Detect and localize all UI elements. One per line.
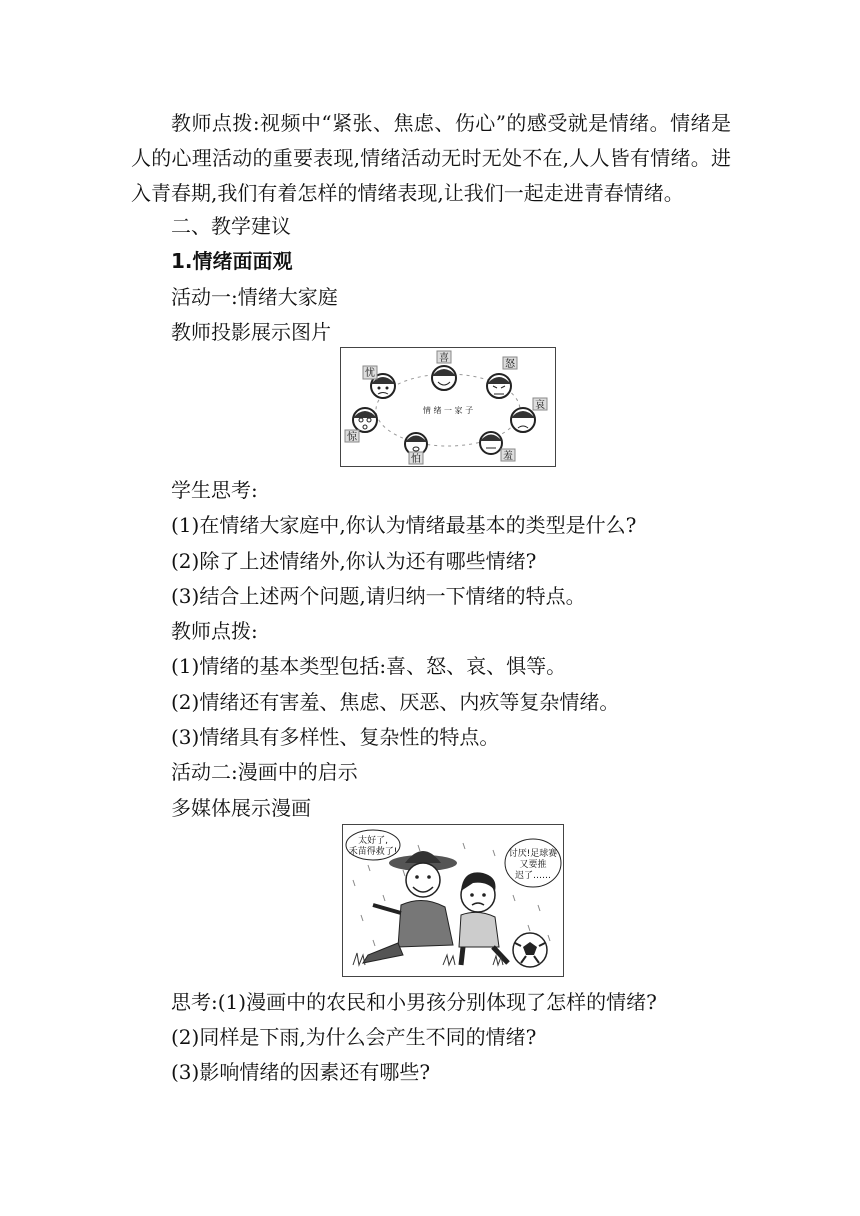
boy-bubble-line3: 迟了……: [514, 871, 552, 881]
label-alarm: 惊: [347, 432, 357, 443]
boy-bubble-line1: 讨厌!足球赛: [508, 849, 558, 859]
answer-2: (2)情绪还有害羞、焦虑、厌恶、内疚等复杂情绪。: [171, 690, 620, 714]
activity1-instruction: 教师投影展示图片: [171, 320, 331, 344]
label-fear: 怕: [411, 454, 421, 465]
label-sorrow: 哀: [535, 400, 545, 411]
label-joy: 喜: [439, 353, 449, 364]
activity2-question-2: (2)同样是下雨,为什么会产生不同的情绪?: [171, 1025, 537, 1049]
farmer-figure: [363, 851, 457, 963]
intro-paragraph: 教师点拨:视频中“紧张、焦虑、伤心”的感受就是情绪。情绪是人的心理活动的重要表现,情绪活动无时无处不在,人人皆有情绪。进入青春期,我们有着怎样的情绪表现,让我们一起走进青春情绪。: [131, 111, 731, 205]
answer-1: (1)情绪的基本类型包括:喜、怒、哀、惧等。: [171, 654, 567, 678]
shame-face-icon: [480, 432, 502, 454]
activity2-question-3: (3)影响情绪的因素还有哪些?: [171, 1060, 431, 1084]
joy-face-icon: [432, 366, 456, 390]
teacher-prompt: 教师点拨:: [171, 619, 258, 643]
farmer-bubble-line1: 太好了,: [358, 836, 388, 846]
activity2-instruction: 多媒体展示漫画: [171, 796, 311, 820]
boy-figure: [459, 872, 508, 965]
anger-face-icon: [487, 374, 511, 398]
rain-comic-figure: [342, 824, 564, 977]
center-text: 情 绪 一 家 子: [422, 406, 474, 415]
label-worry: 忧: [365, 368, 375, 379]
label-shame: 羞: [503, 451, 513, 462]
alarm-face-icon: [353, 408, 377, 432]
student-prompt: 学生思考:: [171, 478, 258, 502]
subheading: 1.情绪面面观: [171, 249, 293, 273]
question-3: (3)结合上述两个问题,请归纳一下情绪的特点。: [171, 584, 586, 608]
section-heading: 二、教学建议: [171, 214, 291, 238]
question-2: (2)除了上述情绪外,你认为还有哪些情绪?: [171, 549, 537, 573]
boy-bubble-line2: 又要推: [519, 860, 547, 870]
sorrow-face-icon: [511, 408, 535, 432]
answer-3: (3)情绪具有多样性、复杂性的特点。: [171, 725, 500, 749]
label-anger: 怒: [505, 359, 515, 370]
soccer-ball-icon: [513, 933, 547, 967]
question-1: (1)在情绪大家庭中,你认为情绪最基本的类型是什么?: [171, 513, 637, 537]
farmer-bubble-line2: 禾苗得救了!: [348, 847, 398, 857]
activity2-question-1: 思考:(1)漫画中的农民和小男孩分别体现了怎样的情绪?: [171, 990, 657, 1014]
activity2-title: 活动二:漫画中的启示: [171, 760, 358, 784]
emotion-family-figure: [340, 347, 556, 467]
activity1-title: 活动一:情绪大家庭: [171, 285, 338, 309]
